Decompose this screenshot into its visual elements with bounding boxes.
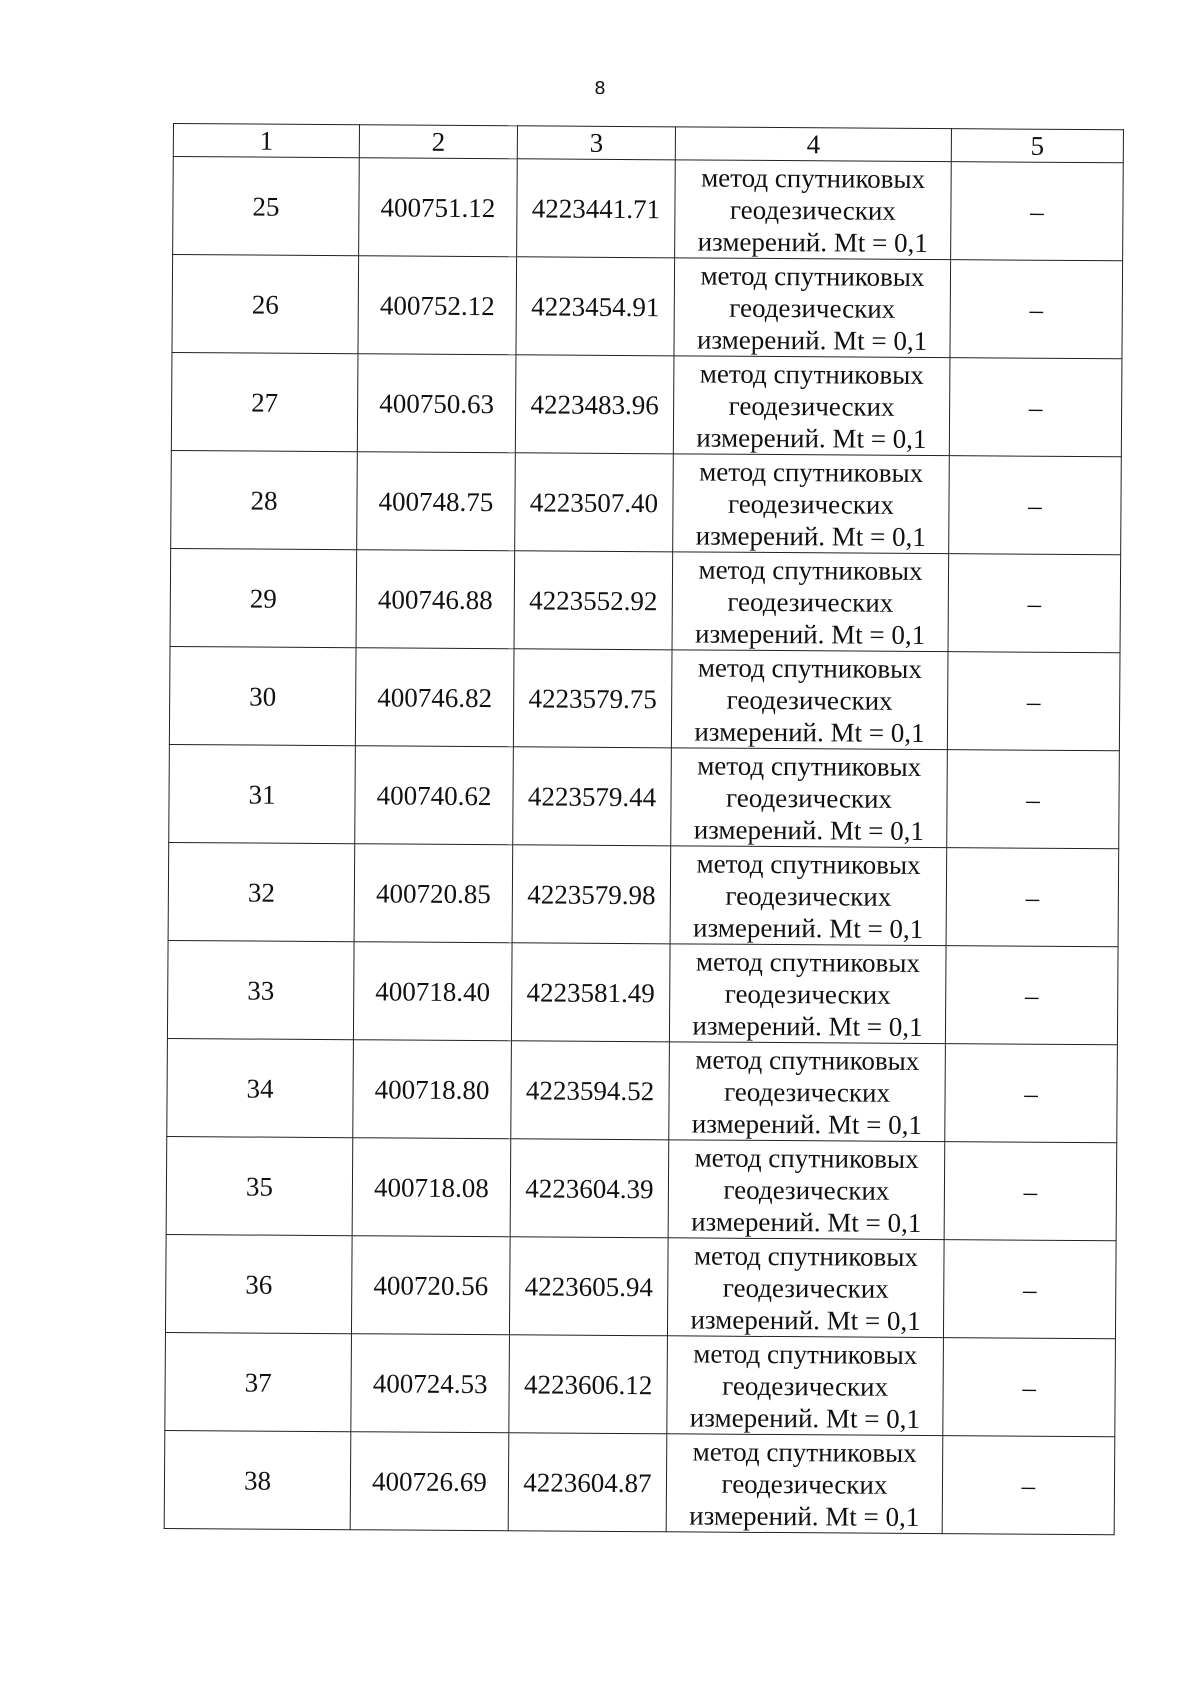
method-line: измерений. Mt = 0,1 <box>693 911 924 944</box>
note-cell: – <box>948 554 1121 653</box>
method-line: измерений. Mt = 0,1 <box>691 1205 922 1238</box>
x-coordinate-cell: 400740.62 <box>355 746 514 845</box>
x-coordinate-cell: 400746.88 <box>356 550 515 649</box>
note-cell: – <box>951 162 1124 261</box>
point-number-cell: 38 <box>164 1430 351 1529</box>
table-row <box>165 1234 1116 1338</box>
table-row <box>171 352 1122 456</box>
table-row <box>165 1332 1116 1436</box>
note-cell: – <box>949 358 1122 457</box>
method-line: метод спутниковых <box>698 553 923 586</box>
method-line: измерений. Mt = 0,1 <box>694 617 926 650</box>
page-number: 8 <box>594 78 606 99</box>
method-cell <box>673 356 950 456</box>
header-cell-5: 5 <box>951 129 1123 163</box>
table-body <box>164 124 1123 1535</box>
y-coordinate-cell: 4223604.87 <box>508 1433 667 1532</box>
method-cell <box>674 258 951 358</box>
y-coordinate-cell: 4223605.94 <box>509 1237 668 1336</box>
method-line: геодезических <box>729 194 896 226</box>
method-line: геодезических <box>726 684 893 716</box>
table-row <box>164 1430 1115 1534</box>
x-coordinate-cell: 400718.40 <box>353 942 512 1041</box>
method-cell <box>675 160 952 260</box>
point-number-cell: 33 <box>167 940 354 1039</box>
method-line: метод спутниковых <box>697 749 922 782</box>
y-coordinate-cell: 4223507.40 <box>515 453 674 552</box>
method-line: геодезических <box>727 586 894 618</box>
method-line: геодезических <box>727 488 895 520</box>
x-coordinate-cell: 400726.69 <box>350 1432 509 1531</box>
table-row <box>171 450 1122 554</box>
header-cell-3: 3 <box>517 126 675 160</box>
table-row <box>167 1038 1118 1142</box>
method-cell <box>668 1140 945 1240</box>
point-number-cell: 35 <box>166 1136 353 1235</box>
y-coordinate-cell: 4223594.52 <box>511 1041 670 1140</box>
method-line: измерений. Mt = 0,1 <box>696 421 927 454</box>
x-coordinate-cell: 400718.08 <box>352 1138 511 1237</box>
y-coordinate-cell: 4223441.71 <box>517 159 676 258</box>
table-row <box>170 548 1121 652</box>
table-row <box>166 1136 1117 1240</box>
point-number-cell: 36 <box>165 1234 352 1333</box>
header-cell-2: 2 <box>359 125 517 159</box>
method-line: метод спутниковых <box>693 1239 919 1272</box>
point-number-cell: 25 <box>173 157 360 256</box>
x-coordinate-cell: 400748.75 <box>357 452 516 551</box>
method-line: метод спутниковых <box>699 358 924 390</box>
x-coordinate-cell: 400750.63 <box>357 354 516 453</box>
y-coordinate-cell: 4223579.98 <box>512 845 671 944</box>
note-cell: – <box>947 750 1120 849</box>
method-line: метод спутниковых <box>693 1337 918 1370</box>
method-cell <box>669 1042 946 1142</box>
method-cell <box>666 1434 943 1534</box>
method-line: измерений. Mt = 0,1 <box>696 323 928 356</box>
table-row <box>173 157 1124 261</box>
method-line: метод спутниковых <box>700 260 925 292</box>
point-number-cell: 37 <box>165 1332 352 1431</box>
point-number-cell: 31 <box>169 744 356 843</box>
point-number-cell: 26 <box>172 255 359 354</box>
method-line: измерений. Mt = 0,1 <box>695 519 926 552</box>
header-cell-4: 4 <box>675 127 951 162</box>
note-cell: – <box>949 456 1122 555</box>
point-number-cell: 32 <box>168 842 355 941</box>
method-cell <box>672 552 949 652</box>
method-cell <box>671 748 948 848</box>
note-cell: – <box>946 848 1119 947</box>
method-line: геодезических <box>725 782 893 814</box>
note-cell: – <box>945 1044 1118 1143</box>
x-coordinate-cell: 400746.82 <box>355 648 514 747</box>
point-number-cell: 34 <box>167 1038 354 1137</box>
header-cell-1: 1 <box>173 124 359 158</box>
method-line: метод спутниковых <box>692 1435 917 1468</box>
x-coordinate-cell: 400724.53 <box>351 1334 510 1433</box>
method-line: геодезических <box>722 1272 889 1304</box>
x-coordinate-cell: 400752.12 <box>358 256 517 355</box>
note-cell: – <box>947 652 1120 751</box>
method-line: измерений. Mt = 0,1 <box>694 715 925 748</box>
x-coordinate-cell: 400720.85 <box>354 844 513 943</box>
method-line: измерений. Mt = 0,1 <box>697 225 928 258</box>
note-cell: – <box>943 1240 1116 1339</box>
method-line: метод спутниковых <box>701 162 926 194</box>
table-row <box>168 842 1119 946</box>
method-line: метод спутниковых <box>695 1043 920 1076</box>
method-line: геодезических <box>722 1370 889 1402</box>
method-line: измерений. Mt = 0,1 <box>692 1009 923 1042</box>
note-cell: – <box>950 260 1123 359</box>
method-line: метод спутниковых <box>697 651 922 684</box>
method-line: метод спутниковых <box>696 847 921 880</box>
method-line: геодезических <box>724 978 891 1010</box>
method-line: геодезических <box>721 1468 888 1500</box>
method-cell <box>671 650 948 750</box>
table-row <box>169 744 1120 848</box>
y-coordinate-cell: 4223606.12 <box>509 1335 668 1434</box>
method-line: измерений. Mt = 0,1 <box>689 1499 920 1532</box>
y-coordinate-cell: 4223604.39 <box>510 1139 669 1238</box>
y-coordinate-cell: 4223579.44 <box>513 747 672 846</box>
y-coordinate-cell: 4223483.96 <box>515 355 674 454</box>
point-number-cell: 29 <box>170 548 357 647</box>
table-row <box>167 940 1118 1044</box>
method-cell <box>669 944 946 1044</box>
x-coordinate-cell: 400751.12 <box>359 158 518 257</box>
method-line: геодезических <box>728 390 895 422</box>
method-line: геодезических <box>724 1076 891 1108</box>
method-line: метод спутниковых <box>694 1141 919 1174</box>
coordinates-table <box>164 123 1124 1535</box>
note-cell: – <box>944 1142 1117 1241</box>
point-number-cell: 30 <box>169 646 356 745</box>
method-cell <box>670 846 947 946</box>
method-line: метод спутниковых <box>699 455 924 488</box>
point-number-cell: 28 <box>171 450 358 549</box>
method-line: геодезических <box>725 880 892 912</box>
method-cell <box>673 454 950 554</box>
method-line: метод спутниковых <box>695 945 921 978</box>
table-row <box>169 646 1120 750</box>
method-cell <box>667 1238 944 1338</box>
method-line: измерений. Mt = 0,1 <box>693 813 924 846</box>
y-coordinate-cell: 4223581.49 <box>511 943 670 1042</box>
note-cell: – <box>943 1338 1116 1437</box>
method-line: измерений. Mt = 0,1 <box>691 1107 923 1140</box>
method-line: геодезических <box>723 1174 890 1206</box>
note-cell: – <box>945 946 1118 1045</box>
method-cell <box>667 1336 944 1436</box>
x-coordinate-cell: 400718.80 <box>353 1040 512 1139</box>
x-coordinate-cell: 400720.56 <box>351 1236 510 1335</box>
method-line: геодезических <box>729 292 896 324</box>
point-number-cell: 27 <box>171 352 358 451</box>
y-coordinate-cell: 4223579.75 <box>513 649 672 748</box>
table-row <box>172 255 1123 359</box>
method-line: измерений. Mt = 0,1 <box>690 1303 921 1336</box>
method-line: измерений. Mt = 0,1 <box>689 1401 921 1434</box>
y-coordinate-cell: 4223552.92 <box>514 551 673 650</box>
y-coordinate-cell: 4223454.91 <box>516 257 675 356</box>
note-cell: – <box>942 1436 1115 1535</box>
